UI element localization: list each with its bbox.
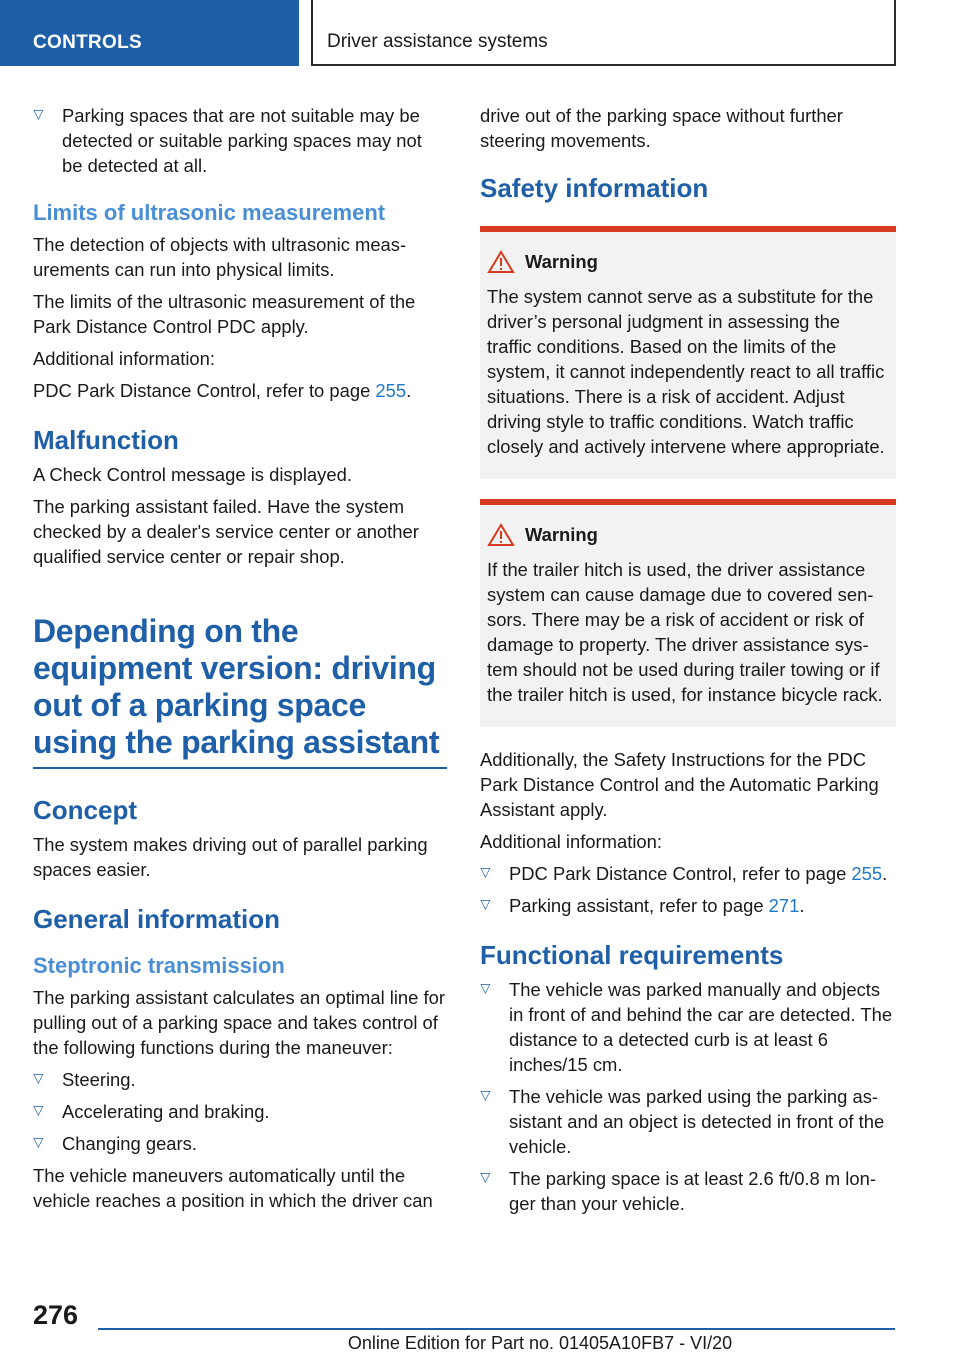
paragraph: The vehicle maneuvers automatically until the vehicle reaches a position in which the driver can (33, 1165, 433, 1211)
warning-box (480, 226, 896, 479)
list-item: ▷ Parking assistant, refer to page 271. (480, 893, 896, 918)
paragraph: PDC Park Distance Control, refer to page 255. (33, 380, 412, 401)
page-header (0, 0, 960, 66)
paragraph: drive out of the parking space without further steering movements. (480, 105, 843, 151)
page-number: 276 (33, 1300, 79, 1330)
warning-triangle-icon (487, 250, 515, 274)
right-column (480, 103, 896, 1223)
bullet-list (33, 1067, 447, 1156)
ref-text: PDC Park Distance Control, refer to page (509, 863, 852, 884)
list-item: ▷ The parking space is at least 2.6 ft/0.8 m longer than your vehicle. (480, 1166, 896, 1216)
chapter-heading: Depending on the equipment version: driving out of a parking space using the parking assistant (33, 613, 447, 769)
paragraph: The limits of the ultrasonic measurement of the Park Distance Control PDC apply. (33, 291, 416, 337)
footer-rule (98, 1328, 895, 1330)
paragraph: The parking assistant failed. Have the system checked by a dealer's service center or another qualified service center or repair shop. (33, 496, 419, 567)
paragraph: Additional information: (33, 348, 215, 369)
paragraph: The parking assistant calculates an optimal line for pulling out of a parking space and takes control of the following functions during the maneuver: (33, 987, 445, 1058)
heading-malfunction: Malfunction (33, 425, 179, 455)
ref-text: Parking assistant, refer to page (509, 895, 769, 916)
bullet-list (480, 977, 896, 1216)
ref-text: PDC Park Distance Control, refer to page (33, 380, 376, 401)
page-link-255[interactable]: 255 (851, 863, 883, 884)
paragraph: Additionally, the Safety Instructions for the PDC Park Distance Control and the Automatic Parking Assistant apply. (480, 749, 879, 820)
list-item: ▷ Parking spaces that are not suitable may be detected or suitable parking spaces may not be detected at all. (33, 103, 447, 178)
paragraph: A Check Control message is displayed. (33, 464, 352, 485)
paragraph: Additional information: (480, 831, 662, 852)
warning-label: Warning (525, 251, 598, 272)
heading-functional-requirements: Functional requirements (480, 940, 784, 970)
list-item: ▷ The vehicle was parked using the parking assistant and an object is detected in front of the vehicle. (480, 1084, 896, 1159)
paragraph: The system makes driving out of parallel parking spaces easier. (33, 834, 428, 880)
list-item: ▷ PDC Park Distance Control, refer to page 255. (480, 861, 896, 886)
subheading-steptronic: Steptronic transmission (33, 953, 285, 978)
warning-triangle-icon (487, 523, 515, 547)
chapter-title-box: Driver assistance systems (311, 0, 896, 66)
paragraph: The detection of objects with ultrasonic measurements can run into physical limits. (33, 234, 407, 280)
warning-header (487, 250, 889, 274)
page-link-271[interactable]: 271 (768, 895, 800, 916)
footer-edition: Online Edition for Part no. 01405A10FB7 - VI/20 (347, 1333, 733, 1353)
heading-general-information: General information (33, 904, 281, 934)
subheading-limits: Limits of ultrasonic measurement (33, 200, 386, 225)
heading-safety-information: Safety information (480, 173, 709, 203)
warning-box (480, 499, 896, 727)
bullet-list (33, 103, 447, 178)
heading-concept: Concept (33, 795, 137, 825)
list-item: ▷ Changing gears. (33, 1131, 447, 1156)
page-link-255[interactable]: 255 (375, 380, 407, 401)
warning-header (487, 523, 889, 547)
warning-text: If the trailer hitch is used, the driver assistance system can cause damage due to covered sensors. There may be a risk of accident or risk of damage to property. The driver assistance system should not be used during trailer towing or if the trailer hitch is used, for instance bicycle rack. (487, 559, 883, 705)
section-tab: CONTROLS (0, 0, 299, 66)
list-item: ▷ The vehicle was parked manually and objects in front of and behind the car are detected. The distance to a detected curb is at least 6 inches/15 cm. (480, 977, 896, 1077)
warning-label: Warning (525, 524, 598, 545)
list-item: ▷ Accelerating and braking. (33, 1099, 447, 1124)
bullet-list (480, 861, 896, 918)
warning-text: The system cannot serve as a substitute for the driver’s personal judgment in assessing the traffic conditions. Based on the limits of the system, it cannot independently react to all traffic situations. There is a risk of accident. Adjust driving style to traffic conditions. Watch traffic closely and actively intervene where appropriate. (487, 286, 885, 457)
left-column (33, 103, 447, 1220)
list-item: ▷ Steering. (33, 1067, 447, 1092)
